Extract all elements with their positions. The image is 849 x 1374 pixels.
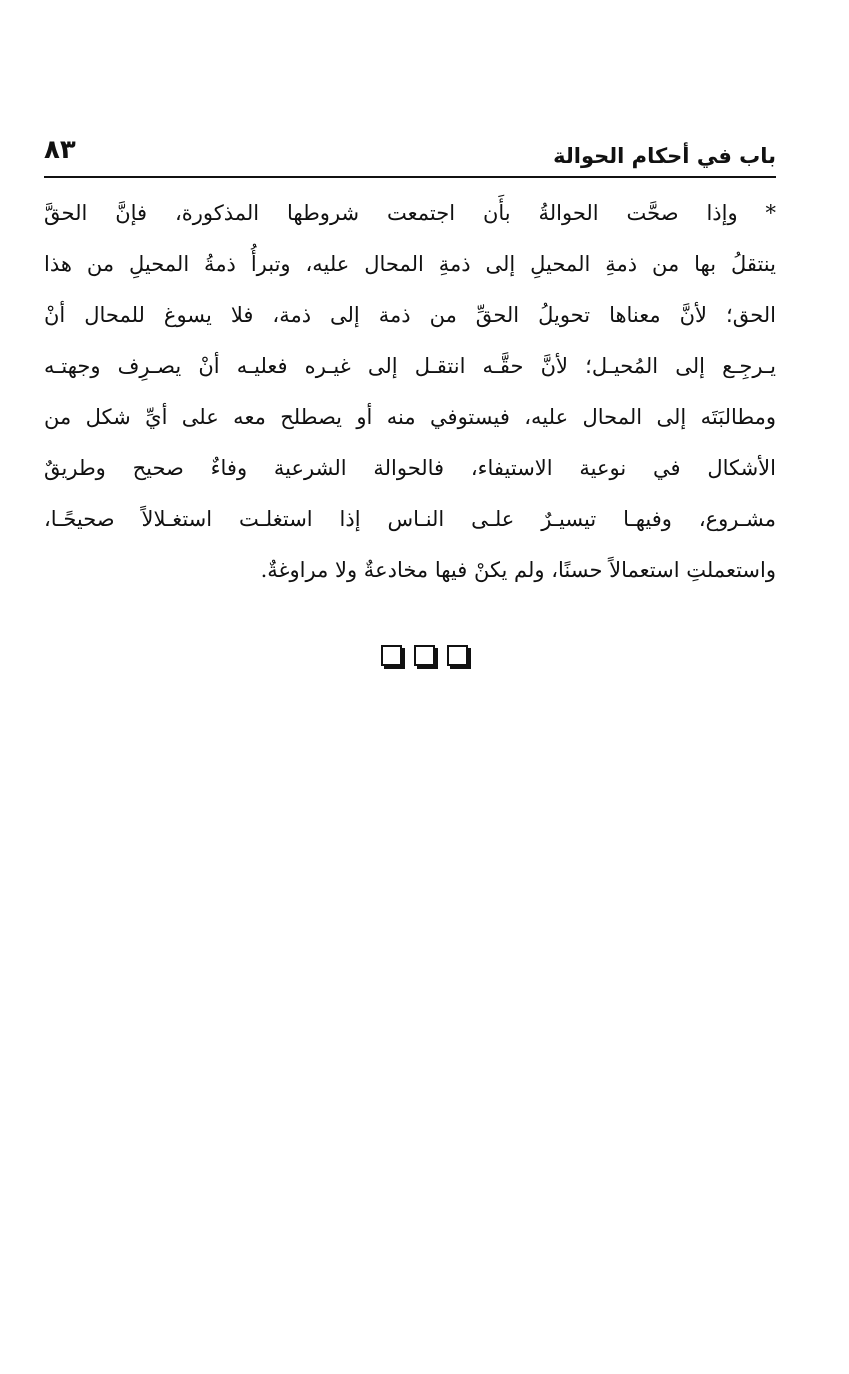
section-separator (0, 645, 849, 666)
square-box-icon (447, 645, 468, 666)
square-box-icon (381, 645, 402, 666)
text-line-2: ينتقلُ بها من ذمةِ المحيلِ إلى ذمةِ المحال عليه، وتبرأُ ذمةُ المحيلِ من هذا (44, 252, 776, 276)
chapter-title: باب في أحكام الحوالة (553, 144, 776, 168)
text-line-3: الحق؛ لأنَّ معناها تحويلُ الحقِّ من ذمة إلى ذمة، فلا يسوغ للمحال أنْ (44, 303, 776, 327)
body-paragraph (44, 188, 776, 596)
header-rule (44, 176, 776, 178)
text-line-5: ومطالبَتَه إلى المحال عليه، فيستوفي منه أو يصطلح معه على أيِّ شكل من (44, 405, 776, 429)
text-line-8: واستعملتِ استعمالاً حسنًا، ولم يكنْ فيها مخادعةٌ ولا مراوغةٌ. (260, 558, 776, 582)
text-line-6: الأشكال في نوعية الاستيفاء، فالحوالة الشرعية وفاءٌ صحيح وطريقٌ (44, 456, 776, 480)
page-number: ٨٣ (44, 135, 76, 165)
text-line-4: يـرجِـع إلى المُحيـل؛ لأنَّ حقَّـه انتقـل إلى غيـره فعليـه أنْ يصـرِف وجهتـه (44, 354, 776, 378)
page-header (44, 130, 776, 176)
text-line-1: * وإذا صحَّت الحوالةُ بأَن اجتمعت شروطها المذكورة، فإنَّ الحقَّ (44, 201, 776, 225)
text-line-7: مشـروع، وفيهـا تيسيـرٌ علـى النـاس إذا استغلـت استغـلالاً صحيحًـا، (44, 507, 776, 531)
square-box-icon (414, 645, 435, 666)
